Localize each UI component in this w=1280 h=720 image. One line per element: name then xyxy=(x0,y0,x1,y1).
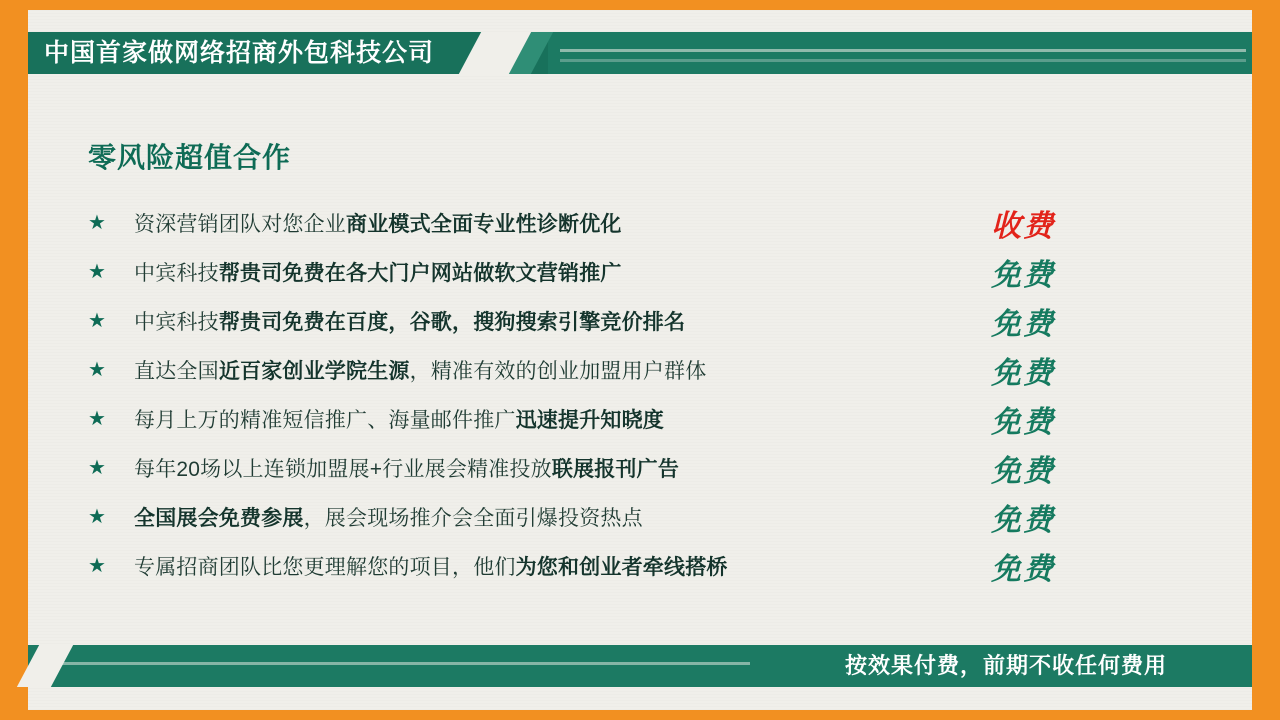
header-divider-line-2 xyxy=(560,59,1246,62)
list-item xyxy=(88,541,1088,590)
status-badge: 免费 xyxy=(991,307,1055,341)
star-icon: ★ xyxy=(88,358,106,381)
star-icon: ★ xyxy=(88,554,106,577)
star-icon: ★ xyxy=(88,456,106,479)
list-item xyxy=(88,443,1088,492)
status-badge: 免费 xyxy=(991,552,1055,586)
list-item xyxy=(88,345,1088,394)
footer-slogan: 按效果付费，前期不收任何费用 xyxy=(845,653,1168,678)
list-item xyxy=(88,247,1088,296)
list-item-text: 每年20场以上连锁加盟展+行业展会精准投放联展报刊广告 xyxy=(134,457,680,481)
list-item-text: 中宾科技帮贵司免费在百度，谷歌，搜狗搜索引擎竞价排名 xyxy=(134,310,686,334)
list-item xyxy=(88,198,1088,247)
header-title: 中国首家做网络招商外包科技公司 xyxy=(44,39,435,67)
footer-divider-line xyxy=(60,662,750,665)
header-divider-line-1 xyxy=(560,49,1246,52)
star-icon: ★ xyxy=(88,260,106,283)
star-icon: ★ xyxy=(88,211,106,234)
list-item-text: 全国展会免费参展，展会现场推介会全面引爆投资热点 xyxy=(134,506,643,530)
star-icon: ★ xyxy=(88,407,106,430)
list-item xyxy=(88,394,1088,443)
list-item-text: 中宾科技帮贵司免费在各大门户网站做软文营销推广 xyxy=(134,261,622,285)
section-title: 零风险超值合作 xyxy=(88,142,292,173)
star-icon: ★ xyxy=(88,309,106,332)
status-badge: 收费 xyxy=(991,209,1055,243)
list-item-text: 直达全国近百家创业学院生源，精准有效的创业加盟用户群体 xyxy=(134,359,707,383)
list-item-text: 每月上万的精准短信推广、海量邮件推广迅速提升知晓度 xyxy=(134,408,665,432)
benefits-list xyxy=(88,198,1088,590)
status-badge: 免费 xyxy=(991,356,1055,390)
status-badge: 免费 xyxy=(991,454,1055,488)
status-badge: 免费 xyxy=(991,405,1055,439)
star-icon: ★ xyxy=(88,505,106,528)
status-badge: 免费 xyxy=(991,258,1055,292)
list-item-text: 专属招商团队比您更理解您的项目，他们为您和创业者牵线搭桥 xyxy=(134,555,728,579)
status-badge: 免费 xyxy=(991,503,1055,537)
list-item xyxy=(88,296,1088,345)
list-item xyxy=(88,492,1088,541)
list-item-text: 资深营销团队对您企业商业模式全面专业性诊断优化 xyxy=(134,212,622,236)
